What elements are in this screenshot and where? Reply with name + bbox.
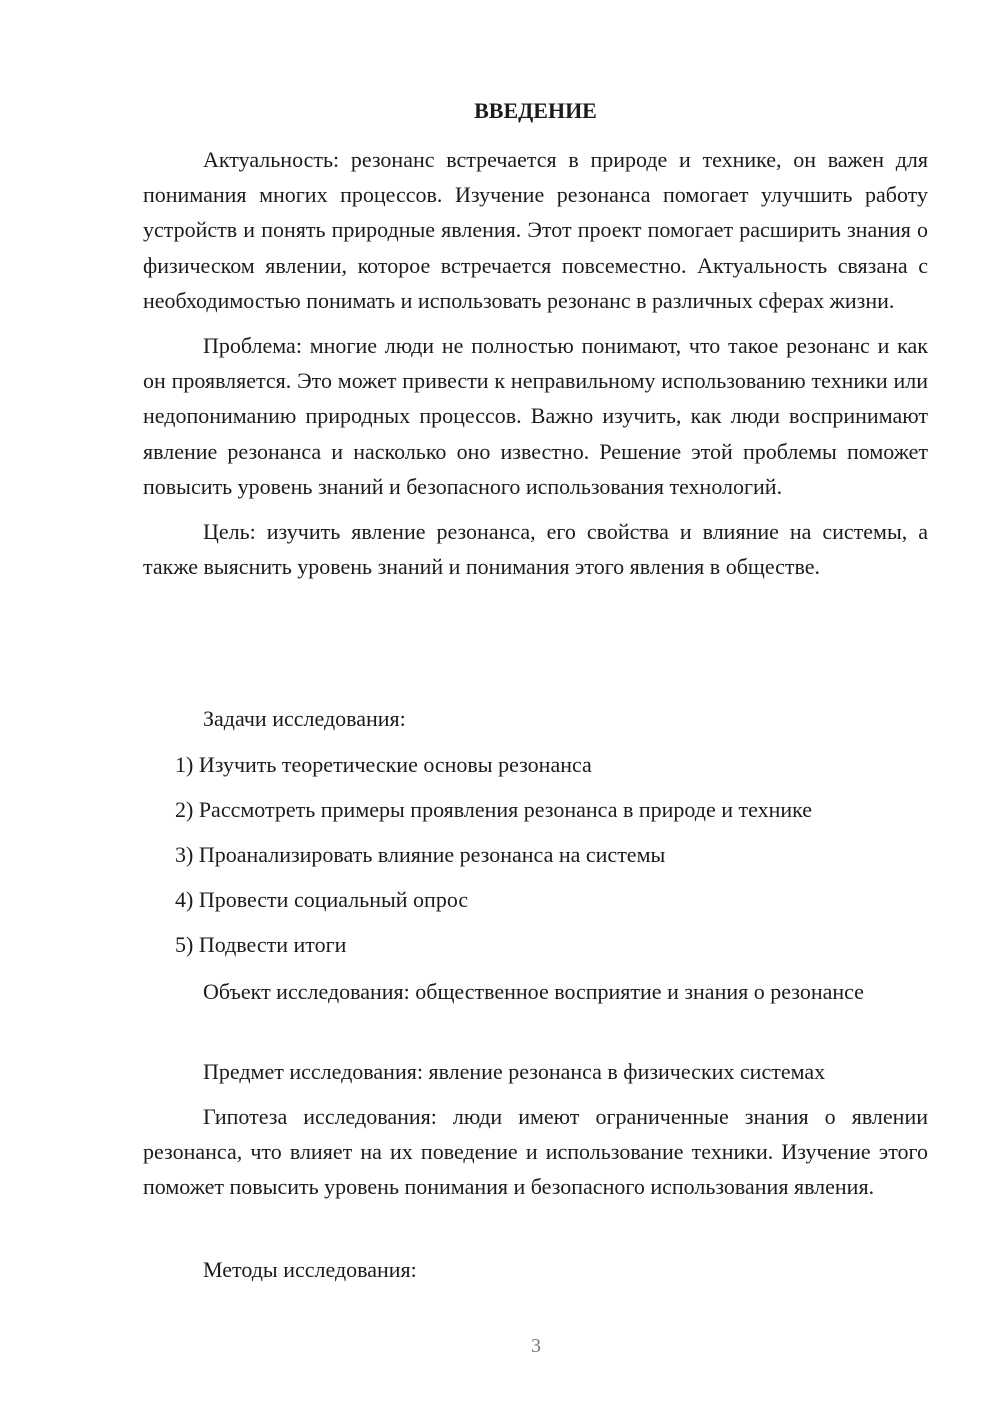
intro-block (143, 142, 928, 584)
hypothesis-paragraph: Гипотеза исследования: люди имеют ограниченные знания о явлении резонанса, что влияет на их поведение и использование техники. Изучение этого поможет повысить уровень понимания и безопасного использования явления. (143, 1104, 928, 1200)
task-item (143, 792, 928, 827)
task-item (143, 927, 928, 962)
task-item (143, 837, 928, 872)
object-block (143, 974, 928, 1009)
object-paragraph: Объект исследования: общественное восприятие и знания о резонансе (203, 979, 864, 1004)
task-item (143, 882, 928, 917)
tasks-label: Задачи исследования: (203, 706, 406, 731)
task-item (143, 747, 928, 782)
task-2: 2) Рассмотреть примеры проявления резонанса в природе и технике (175, 797, 813, 822)
task-3: 3) Проанализировать влияние резонанса на системы (175, 842, 666, 867)
problem-paragraph: Проблема: многие люди не полностью понимают, что такое резонанс и как он проявляется. Это может привести к неправильному использованию техники или недопониманию природных процессов. Важно изучить, как люди воспринимают явление резонанса и насколько оно известно. Решение этой проблемы поможет повысить уровень знаний и безопасного использования технологий. (143, 333, 928, 499)
task-4: 4) Провести социальный опрос (175, 887, 469, 912)
section-heading: ВВЕДЕНИЕ (474, 98, 597, 123)
page-number: 3 (531, 1335, 541, 1357)
goal-paragraph: Цель: изучить явление резонанса, его свойства и влияние на системы, а также выяснить уровень знаний и понимания этого явления в обществе. (143, 519, 928, 580)
task-5: 5) Подвести итоги (175, 932, 347, 957)
subject-block (143, 1054, 928, 1089)
methods-block (143, 1252, 928, 1287)
hypothesis-block (143, 1099, 928, 1205)
relevance-paragraph: Актуальность: резонанс встречается в природе и технике, он важен для понимания многих процессов. Изучение резонанса помогает улучшить работу устройств и понять природные явления. Этот проект помогает расширить знания о физическом явлении, которое встречается повсеместно. Актуальность связана с необходимостью понимать и использовать резонанс в различных сферах жизни. (143, 147, 928, 313)
tasks-block (143, 701, 928, 736)
task-1: 1) Изучить теоретические основы резонанса (175, 752, 592, 777)
subject-paragraph: Предмет исследования: явление резонанса в физических системах (203, 1059, 826, 1084)
methods-label: Методы исследования: (203, 1257, 417, 1282)
